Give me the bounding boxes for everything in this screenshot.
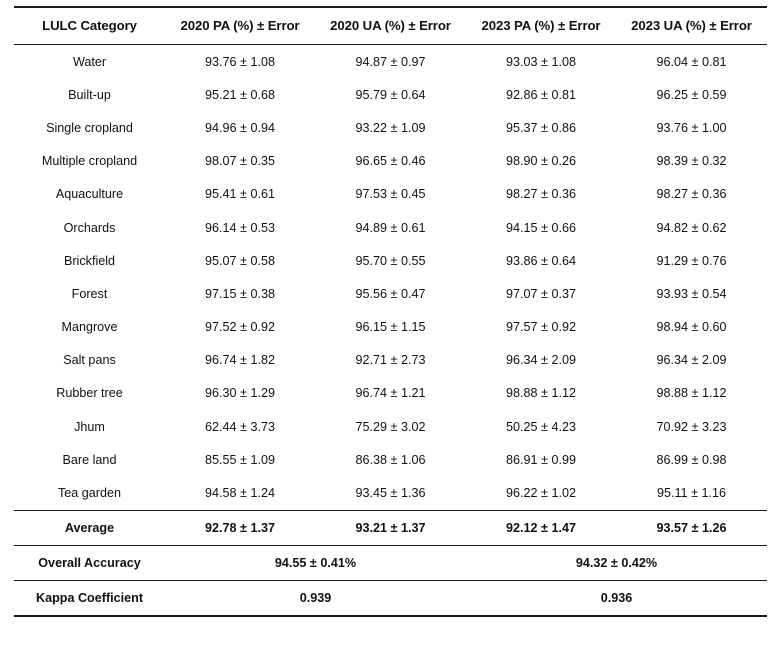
table-row bbox=[14, 45, 767, 79]
cell-ua-2023: 93.76 ± 1.00 bbox=[656, 120, 727, 135]
table-row bbox=[14, 244, 767, 277]
cell-pa-2020: 94.96 ± 0.94 bbox=[205, 120, 275, 135]
cell-pa-2020: 96.14 ± 0.53 bbox=[205, 220, 275, 235]
table-row bbox=[14, 277, 767, 310]
cell-ua-2023: 95.11 ± 1.16 bbox=[656, 486, 726, 501]
cell-ua-2020: 96.15 ± 1.15 bbox=[355, 320, 426, 335]
cell-ua-2020: 86.38 ± 1.06 bbox=[355, 452, 426, 467]
overall-accuracy-label: Overall Accuracy bbox=[14, 545, 165, 580]
kappa-coefficient-row bbox=[14, 580, 767, 616]
cell-pa-2023: 96.34 ± 2.09 bbox=[506, 353, 576, 368]
cell-pa-2020: 85.55 ± 1.09 bbox=[205, 452, 275, 467]
kappa-coefficient-label: Kappa Coefficient bbox=[14, 580, 165, 616]
cell-pa-2023: 96.22 ± 1.02 bbox=[506, 486, 576, 501]
cell-pa-2023: 92.86 ± 0.81 bbox=[506, 87, 576, 102]
cell-pa-2023: 97.07 ± 0.37 bbox=[506, 286, 576, 301]
cell-ua-2023: 96.34 ± 2.09 bbox=[656, 353, 727, 368]
cell-ua-2023: 98.88 ± 1.12 bbox=[656, 386, 727, 401]
cell-pa-2023: 97.57 ± 0.92 bbox=[506, 320, 576, 335]
cell-pa-2020: 93.76 ± 1.08 bbox=[205, 54, 275, 69]
cell-ua-2023: 98.39 ± 0.32 bbox=[656, 154, 727, 169]
average-label: Average bbox=[14, 510, 165, 545]
cell-ua-2020: 96.74 ± 1.21 bbox=[355, 386, 426, 401]
table-row bbox=[14, 211, 767, 244]
cell-ua-2020: 92.71 ± 2.73 bbox=[355, 353, 426, 368]
cell-ua-2020: 97.53 ± 0.45 bbox=[355, 187, 426, 202]
cell-pa-2020: 95.07 ± 0.58 bbox=[205, 253, 275, 268]
cell-ua-2023: 94.82 ± 0.62 bbox=[656, 220, 727, 235]
cell-pa-2020: 96.30 ± 1.29 bbox=[205, 386, 275, 401]
cell-ua-2023: 70.92 ± 3.23 bbox=[656, 419, 727, 434]
column-header-2023-pa: 2023 PA (%) ± Error bbox=[466, 7, 616, 45]
cell-category: Water bbox=[72, 54, 107, 69]
kappa-coefficient-2020: 0.939 bbox=[165, 580, 466, 616]
cell-pa-2020: 96.74 ± 1.82 bbox=[205, 353, 275, 368]
table-row bbox=[14, 410, 767, 443]
cell-pa-2020: 98.07 ± 0.35 bbox=[205, 154, 275, 169]
cell-category: Built-up bbox=[68, 87, 111, 102]
cell-category: Orchards bbox=[63, 220, 116, 235]
cell-category: Forest bbox=[71, 286, 108, 301]
kappa-coefficient-2023: 0.936 bbox=[466, 580, 767, 616]
table-row bbox=[14, 78, 767, 111]
table-row bbox=[14, 311, 767, 344]
cell-category: Tea garden bbox=[57, 486, 122, 501]
cell-ua-2020: 95.70 ± 0.55 bbox=[355, 253, 426, 268]
cell-pa-2023: 86.91 ± 0.99 bbox=[506, 452, 576, 467]
cell-ua-2023: 93.93 ± 0.54 bbox=[656, 286, 727, 301]
average-pa-2020: 92.78 ± 1.37 bbox=[165, 510, 315, 545]
cell-pa-2023: 98.88 ± 1.12 bbox=[506, 386, 576, 401]
cell-category: Bare land bbox=[62, 452, 117, 467]
cell-ua-2020: 94.87 ± 0.97 bbox=[355, 54, 426, 69]
cell-ua-2020: 95.56 ± 0.47 bbox=[355, 286, 426, 301]
cell-pa-2020: 97.52 ± 0.92 bbox=[205, 320, 275, 335]
column-header-lulc-category: LULC Category bbox=[14, 7, 165, 45]
cell-category: Brickfield bbox=[63, 253, 116, 268]
table-row bbox=[14, 344, 767, 377]
cell-ua-2023: 86.99 ± 0.98 bbox=[656, 452, 727, 467]
cell-category: Mangrove bbox=[61, 320, 118, 335]
table-row bbox=[14, 443, 767, 476]
cell-pa-2023: 93.86 ± 0.64 bbox=[506, 253, 576, 268]
cell-pa-2023: 95.37 ± 0.86 bbox=[506, 120, 576, 135]
table-body bbox=[14, 45, 767, 616]
cell-ua-2020: 95.79 ± 0.64 bbox=[355, 87, 426, 102]
cell-pa-2020: 94.58 ± 1.24 bbox=[205, 486, 275, 501]
column-header-2020-pa: 2020 PA (%) ± Error bbox=[165, 7, 315, 45]
table-header bbox=[14, 7, 767, 45]
cell-ua-2023: 91.29 ± 0.76 bbox=[656, 253, 727, 268]
table-row bbox=[14, 476, 767, 510]
cell-ua-2020: 94.89 ± 0.61 bbox=[355, 220, 426, 235]
cell-category: Salt pans bbox=[63, 353, 116, 368]
column-header-2020-ua: 2020 UA (%) ± Error bbox=[315, 7, 466, 45]
table-row bbox=[14, 111, 767, 144]
cell-pa-2020: 95.21 ± 0.68 bbox=[205, 87, 275, 102]
cell-ua-2023: 98.94 ± 0.60 bbox=[656, 320, 727, 335]
average-ua-2020: 93.21 ± 1.37 bbox=[315, 510, 466, 545]
cell-ua-2020: 96.65 ± 0.46 bbox=[355, 154, 426, 169]
average-pa-2023: 92.12 ± 1.47 bbox=[466, 510, 616, 545]
cell-pa-2020: 62.44 ± 3.73 bbox=[205, 419, 275, 434]
table-row bbox=[14, 377, 767, 410]
cell-pa-2020: 95.41 ± 0.61 bbox=[205, 187, 275, 202]
cell-category: Multiple cropland bbox=[41, 154, 138, 169]
cell-pa-2023: 98.27 ± 0.36 bbox=[506, 187, 576, 202]
cell-ua-2023: 96.25 ± 0.59 bbox=[656, 87, 727, 102]
average-row bbox=[14, 510, 767, 545]
cell-category: Aquaculture bbox=[55, 187, 124, 202]
cell-pa-2023: 50.25 ± 4.23 bbox=[506, 419, 576, 434]
cell-pa-2020: 97.15 ± 0.38 bbox=[205, 286, 275, 301]
cell-ua-2020: 93.45 ± 1.36 bbox=[355, 486, 426, 501]
cell-ua-2023: 98.27 ± 0.36 bbox=[656, 187, 727, 202]
cell-category: Rubber tree bbox=[56, 386, 123, 401]
cell-ua-2023: 96.04 ± 0.81 bbox=[656, 54, 727, 69]
cell-pa-2023: 94.15 ± 0.66 bbox=[506, 220, 576, 235]
overall-accuracy-2020: 94.55 ± 0.41% bbox=[165, 545, 466, 580]
column-header-2023-ua: 2023 UA (%) ± Error bbox=[616, 7, 767, 45]
table-row bbox=[14, 145, 767, 178]
header-row bbox=[14, 7, 767, 45]
cell-ua-2020: 75.29 ± 3.02 bbox=[355, 419, 426, 434]
cell-category: Jhum bbox=[74, 419, 105, 434]
table-row bbox=[14, 178, 767, 211]
overall-accuracy-2023: 94.32 ± 0.42% bbox=[466, 545, 767, 580]
cell-pa-2023: 98.90 ± 0.26 bbox=[506, 154, 576, 169]
accuracy-assessment-table bbox=[14, 6, 767, 617]
cell-ua-2020: 93.22 ± 1.09 bbox=[355, 120, 426, 135]
overall-accuracy-row bbox=[14, 545, 767, 580]
cell-pa-2023: 93.03 ± 1.08 bbox=[506, 54, 576, 69]
average-ua-2023: 93.57 ± 1.26 bbox=[616, 510, 767, 545]
cell-category: Single cropland bbox=[46, 120, 133, 135]
